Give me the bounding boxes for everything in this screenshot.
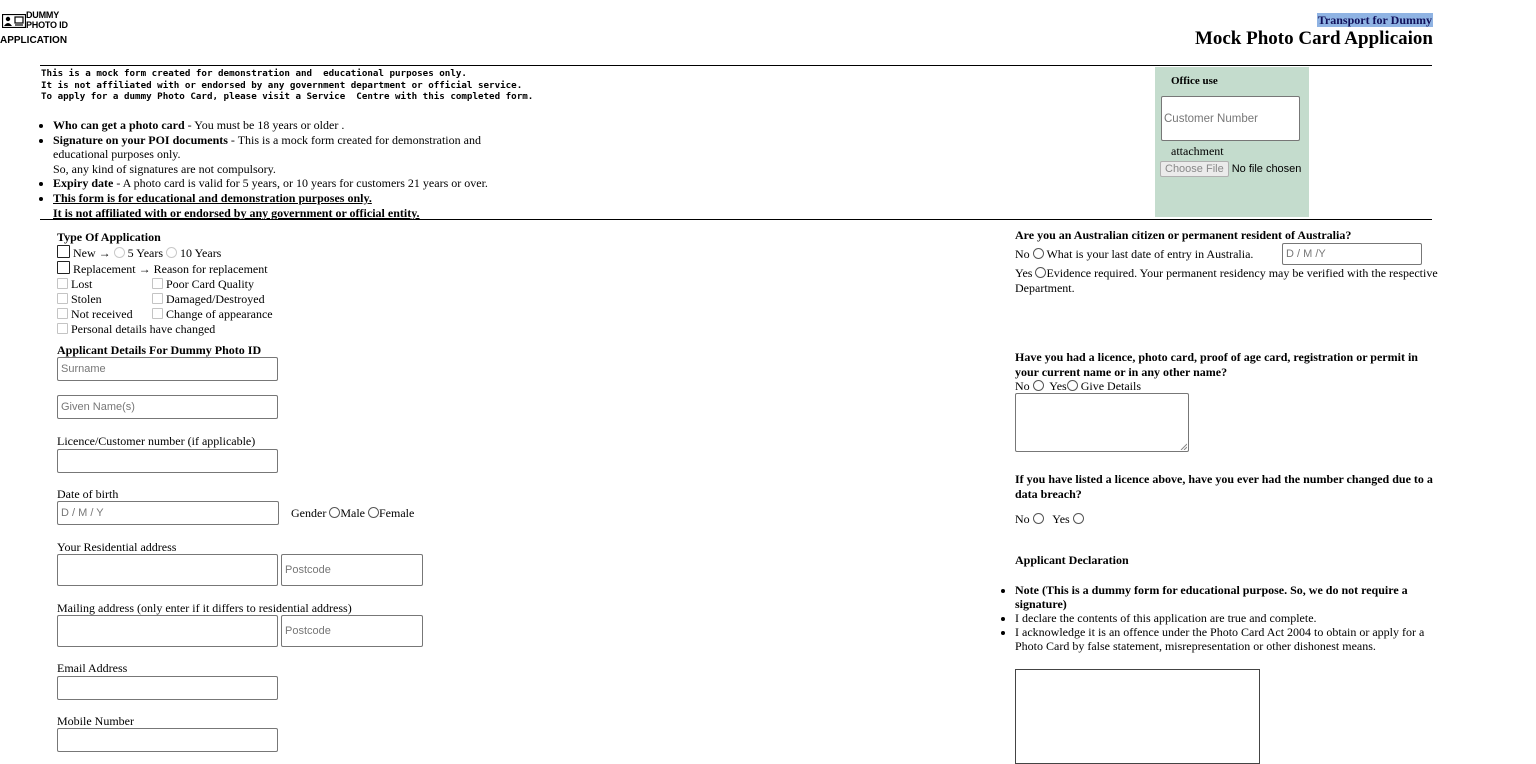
info-exp-title: Expiry date bbox=[53, 176, 114, 191]
licence-yes-radio[interactable] bbox=[1067, 380, 1078, 391]
licence-label: Licence/Customer number (if applicable) bbox=[57, 434, 256, 448]
logo-text bbox=[26, 10, 68, 30]
logo-line-3: APPLICATION bbox=[0, 35, 68, 46]
poor-quality-label: Poor Card Quality bbox=[166, 277, 254, 291]
citizen-question: Are you an Australian citizen or permanent resident of Australia? bbox=[1015, 228, 1352, 242]
residential-label: Your Residential address bbox=[57, 540, 177, 554]
declaration-line: Photo Card by false statement, misrepresentation or other dishonest means. bbox=[1015, 639, 1376, 653]
residential-postcode-input[interactable]: Postcode bbox=[281, 554, 423, 586]
replacement-row bbox=[57, 261, 268, 277]
disclaimer-line-2: It is not affiliated with or endorsed by any government or official entity. bbox=[53, 205, 420, 220]
org-name: Transport for Dummy bbox=[1317, 13, 1432, 27]
female-radio[interactable] bbox=[368, 507, 379, 518]
info-item-signature bbox=[53, 133, 601, 177]
evidence-text-2: Department. bbox=[1015, 281, 1075, 295]
arrow-glyph: → bbox=[138, 262, 151, 276]
notice-block bbox=[41, 68, 533, 103]
personal-changed-label: Personal details have changed bbox=[71, 322, 216, 336]
lost-checkbox[interactable] bbox=[57, 278, 68, 289]
signature-box[interactable] bbox=[1015, 669, 1260, 764]
mobile-label: Mobile Number bbox=[57, 714, 134, 728]
male-radio[interactable] bbox=[329, 507, 340, 518]
new-checkbox[interactable] bbox=[57, 245, 70, 258]
section-divider bbox=[40, 219, 1432, 220]
info-sig-text: So, any kind of signatures are not compulsory. bbox=[53, 161, 276, 176]
arrow-glyph: → bbox=[98, 246, 111, 260]
gender-group bbox=[291, 506, 414, 521]
breach-no-label: No bbox=[1015, 512, 1030, 526]
citizen-no-label: No bbox=[1015, 247, 1030, 261]
citizen-yes-label: Yes bbox=[1015, 266, 1033, 280]
disclaimer-line-1: This form is for educational and demonstration purposes only. bbox=[53, 190, 372, 205]
logo bbox=[0, 10, 80, 50]
male-label: Male bbox=[340, 506, 365, 520]
page-title: Mock Photo Card Applicaion bbox=[1194, 28, 1433, 49]
dob-label: Date of birth bbox=[57, 487, 119, 501]
email-label: Email Address bbox=[57, 661, 128, 675]
application-type-section bbox=[57, 230, 273, 337]
lost-label: Lost bbox=[71, 277, 93, 291]
stolen-checkbox[interactable] bbox=[57, 293, 68, 304]
licence-details-textarea[interactable] bbox=[1015, 393, 1189, 452]
info-sig-text: educational purposes only. bbox=[53, 147, 181, 162]
mobile-input[interactable] bbox=[57, 728, 278, 752]
dob-input[interactable]: D / M / Y bbox=[57, 501, 279, 525]
change-appearance-label: Change of appearance bbox=[166, 307, 273, 321]
personal-changed-checkbox[interactable] bbox=[57, 323, 68, 334]
info-item-expiry bbox=[53, 176, 601, 191]
new-label: New bbox=[73, 246, 96, 260]
top-divider bbox=[40, 65, 1432, 66]
info-list bbox=[41, 118, 601, 220]
female-label: Female bbox=[378, 506, 415, 520]
breach-question-line: data breach? bbox=[1015, 487, 1082, 501]
file-picker[interactable] bbox=[1160, 161, 1301, 177]
attachment-label: attachment bbox=[1171, 144, 1224, 158]
stolen-label: Stolen bbox=[71, 292, 102, 306]
declaration-note bbox=[1015, 583, 1473, 611]
no-file-text: No file chosen bbox=[1231, 163, 1302, 175]
choose-file-button[interactable]: Choose File bbox=[1160, 161, 1229, 177]
reason-row bbox=[57, 307, 273, 322]
citizen-no-row bbox=[1015, 247, 1253, 262]
licence-no-label: No bbox=[1015, 379, 1030, 393]
entry-date-input[interactable]: D / M /Y bbox=[1282, 243, 1422, 265]
breach-no-radio[interactable] bbox=[1033, 513, 1044, 524]
info-who-text: - You must be 18 years or older . bbox=[184, 118, 345, 132]
licence-input[interactable] bbox=[57, 449, 278, 473]
breach-yes-radio[interactable] bbox=[1073, 513, 1084, 524]
change-appearance-checkbox[interactable] bbox=[152, 308, 163, 319]
licence-question-line: Have you had a licence, photo card, proof of age card, registration or permit in bbox=[1015, 350, 1418, 364]
damaged-checkbox[interactable] bbox=[152, 293, 163, 304]
breach-answer-row bbox=[1015, 512, 1084, 527]
info-sig-text: - This is a mock form created for demonstration and bbox=[227, 132, 481, 147]
declaration-item bbox=[1015, 625, 1473, 653]
declaration-list bbox=[1003, 583, 1473, 653]
notice-line: It is not affiliated with or endorsed by any government department or official service. bbox=[41, 79, 523, 91]
declaration-heading: Applicant Declaration bbox=[1015, 553, 1129, 567]
licence-question bbox=[1015, 350, 1418, 380]
licence-answer-row bbox=[1015, 379, 1141, 394]
info-item-disclaimer bbox=[53, 191, 601, 220]
evidence-text: Evidence required. Your permanent residency may be verified with the respective bbox=[1046, 266, 1438, 280]
gender-label: Gender bbox=[291, 506, 327, 520]
ten-years-label: 10 Years bbox=[180, 246, 222, 260]
breach-question bbox=[1015, 472, 1433, 502]
new-row bbox=[57, 245, 268, 261]
reason-row bbox=[57, 322, 268, 337]
citizen-yes-row bbox=[1015, 266, 1438, 281]
licence-question-line: your current name or in any other name? bbox=[1015, 365, 1228, 379]
citizen-yes-radio[interactable] bbox=[1035, 267, 1046, 278]
id-card-icon bbox=[2, 14, 26, 28]
reason-label: Reason for replacement bbox=[153, 262, 268, 276]
declaration-line: I acknowledge it is an offence under the Photo Card Act 2004 to obtain or apply for a bbox=[1015, 625, 1425, 639]
surname-input[interactable]: Surname bbox=[57, 357, 278, 381]
customer-number-input[interactable]: Customer Number bbox=[1161, 96, 1300, 141]
office-use-title: Office use bbox=[1171, 75, 1218, 87]
breach-question-line: If you have listed a licence above, have you ever had the number changed due to a bbox=[1015, 472, 1433, 486]
replacement-label: Replacement bbox=[73, 262, 136, 276]
declaration-item: • I declare the contents of this application are true and complete. bbox=[1015, 611, 1473, 625]
application-type-heading: Type Of Application bbox=[57, 230, 161, 244]
licence-no-radio[interactable] bbox=[1033, 380, 1044, 391]
info-who-title: Who can get a photo card bbox=[53, 118, 185, 132]
notice-line: To apply for a dummy Photo Card, please visit a Service Centre with this completed form. bbox=[41, 91, 534, 102]
replacement-checkbox[interactable] bbox=[57, 261, 70, 274]
ten-years-radio[interactable] bbox=[166, 247, 177, 258]
reason-row bbox=[57, 292, 268, 307]
five-years-radio[interactable] bbox=[114, 247, 125, 258]
poor-quality-checkbox[interactable] bbox=[152, 278, 163, 289]
office-use-panel bbox=[1155, 67, 1309, 217]
not-received-checkbox[interactable] bbox=[57, 308, 68, 319]
breach-yes-label: Yes bbox=[1052, 512, 1070, 526]
five-years-label: 5 Years bbox=[127, 246, 164, 260]
not-received-label: Not received bbox=[71, 307, 133, 321]
residential-input[interactable] bbox=[57, 554, 278, 586]
give-details-label: Give Details bbox=[1080, 379, 1142, 393]
notice-line: This is a mock form created for demonstration and educational purposes only. bbox=[41, 68, 467, 79]
mailing-postcode-input[interactable]: Postcode bbox=[281, 615, 423, 647]
given-name-input[interactable]: Given Name(s) bbox=[57, 395, 278, 419]
info-sig-title: Signature on your POI documents bbox=[53, 132, 228, 147]
mailing-input[interactable] bbox=[57, 615, 278, 647]
info-exp-text: - A photo card is valid for 5 years, or 10 years for customers 21 years or over. bbox=[113, 176, 488, 191]
damaged-label: Damaged/Destroyed bbox=[166, 292, 265, 306]
note-line: signature) bbox=[1015, 597, 1067, 611]
resize-handle-icon[interactable] bbox=[1180, 443, 1187, 450]
mailing-label: Mailing address (only enter if it differs to residential address) bbox=[57, 601, 352, 615]
reason-row bbox=[57, 277, 268, 292]
email-input[interactable] bbox=[57, 676, 278, 700]
entry-question: What is your last date of entry in Australia. bbox=[1046, 247, 1254, 261]
applicant-heading: Applicant Details For Dummy Photo ID bbox=[57, 343, 262, 357]
logo-line-1: DUMMY bbox=[26, 10, 59, 20]
citizen-no-radio[interactable] bbox=[1033, 248, 1044, 259]
note-line: Note (This is a dummy form for educational purpose. So, we do not require a bbox=[1015, 583, 1408, 597]
logo-line-2: PHOTO ID bbox=[26, 20, 68, 30]
info-item-who bbox=[53, 118, 601, 133]
licence-yes-label: Yes bbox=[1049, 379, 1067, 393]
